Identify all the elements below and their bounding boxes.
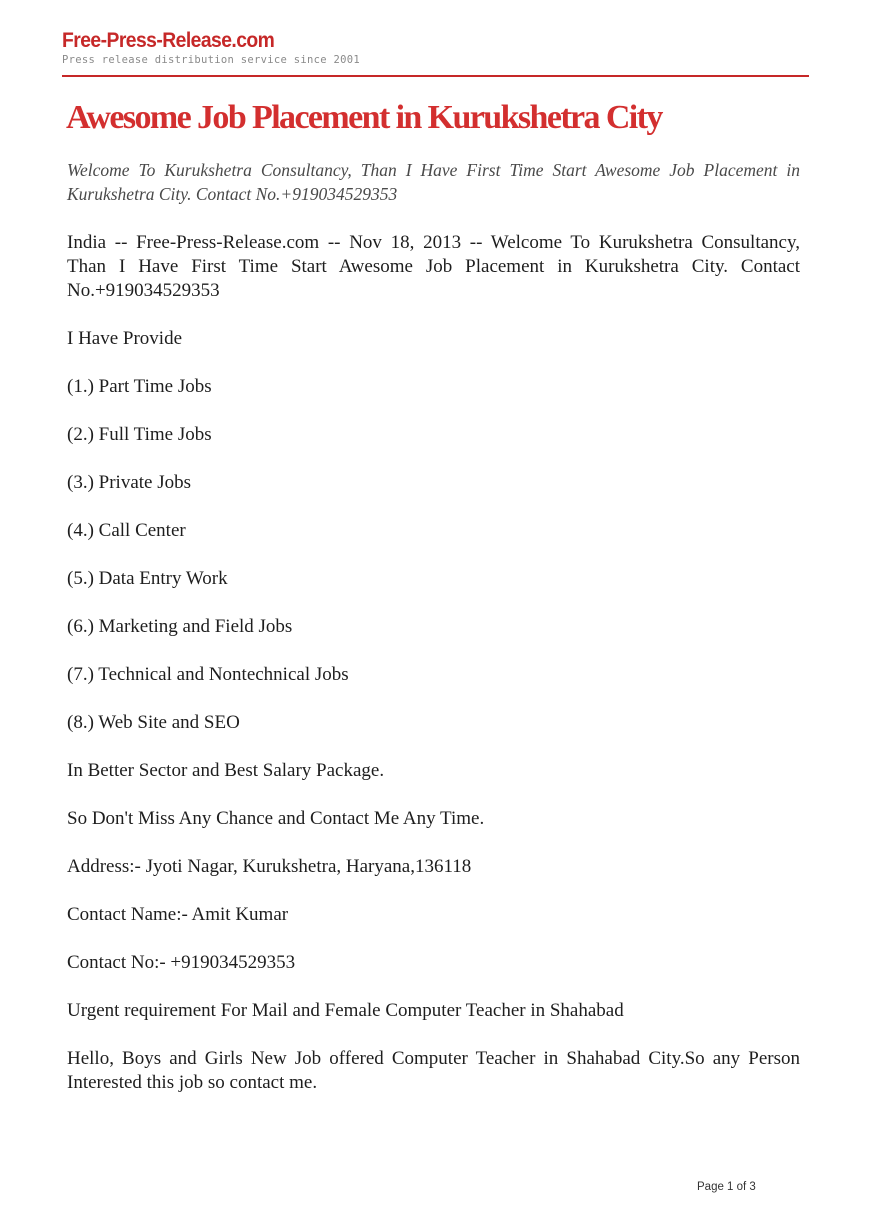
body-paragraph: Hello, Boys and Girls New Job offered Computer Teacher in Shahabad City.So any Person Interested this job so contact me. [67,1048,800,1093]
article-title: Awesome Job Placement in Kurukshetra City [66,99,662,136]
service-item: (8.) Web Site and SEO [67,712,240,733]
service-item: (5.) Data Entry Work [67,568,228,589]
article-summary: Welcome To Kurukshetra Consultancy, Than I Have First Time Start Awesome Job Placement in Kurukshetra City. Contact No.+919034529353 [67,160,800,204]
service-item: (7.) Technical and Nontechnical Jobs [67,664,349,685]
dateline-paragraph: India -- Free-Press-Release.com -- Nov 18, 2013 -- Welcome To Kurukshetra Consultancy, Than I Have First Time Start Awesome Job Placement in Kurukshetra City. Contact No.+919034529353 [67,232,800,301]
service-item: (1.) Part Time Jobs [67,376,212,397]
service-item: (3.) Private Jobs [67,472,192,493]
site-logo [62,29,360,66]
contact-number-line: Contact No:- +919034529353 [67,952,296,973]
header-divider [62,75,809,77]
service-item: (2.) Full Time Jobs [67,424,212,445]
brand-name: Free-Press-Release.com [62,29,275,52]
body-paragraph: In Better Sector and Best Salary Package. [67,760,385,781]
address-line: Address:- Jyoti Nagar, Kurukshetra, Haryana,136118 [67,856,472,877]
brand-tagline: Press release distribution service since 2001 [62,54,360,66]
page-number: Page 1 of 3 [697,1181,756,1193]
service-item: (4.) Call Center [67,520,186,541]
body-paragraph: So Don't Miss Any Chance and Contact Me Any Time. [67,808,485,829]
service-item: (6.) Marketing and Field Jobs [67,616,293,637]
contact-name-line: Contact Name:- Amit Kumar [67,904,289,925]
body-paragraph: Urgent requirement For Mail and Female Computer Teacher in Shahabad [67,1000,624,1021]
article-body [67,231,800,1119]
intro-line: I Have Provide [67,328,183,349]
